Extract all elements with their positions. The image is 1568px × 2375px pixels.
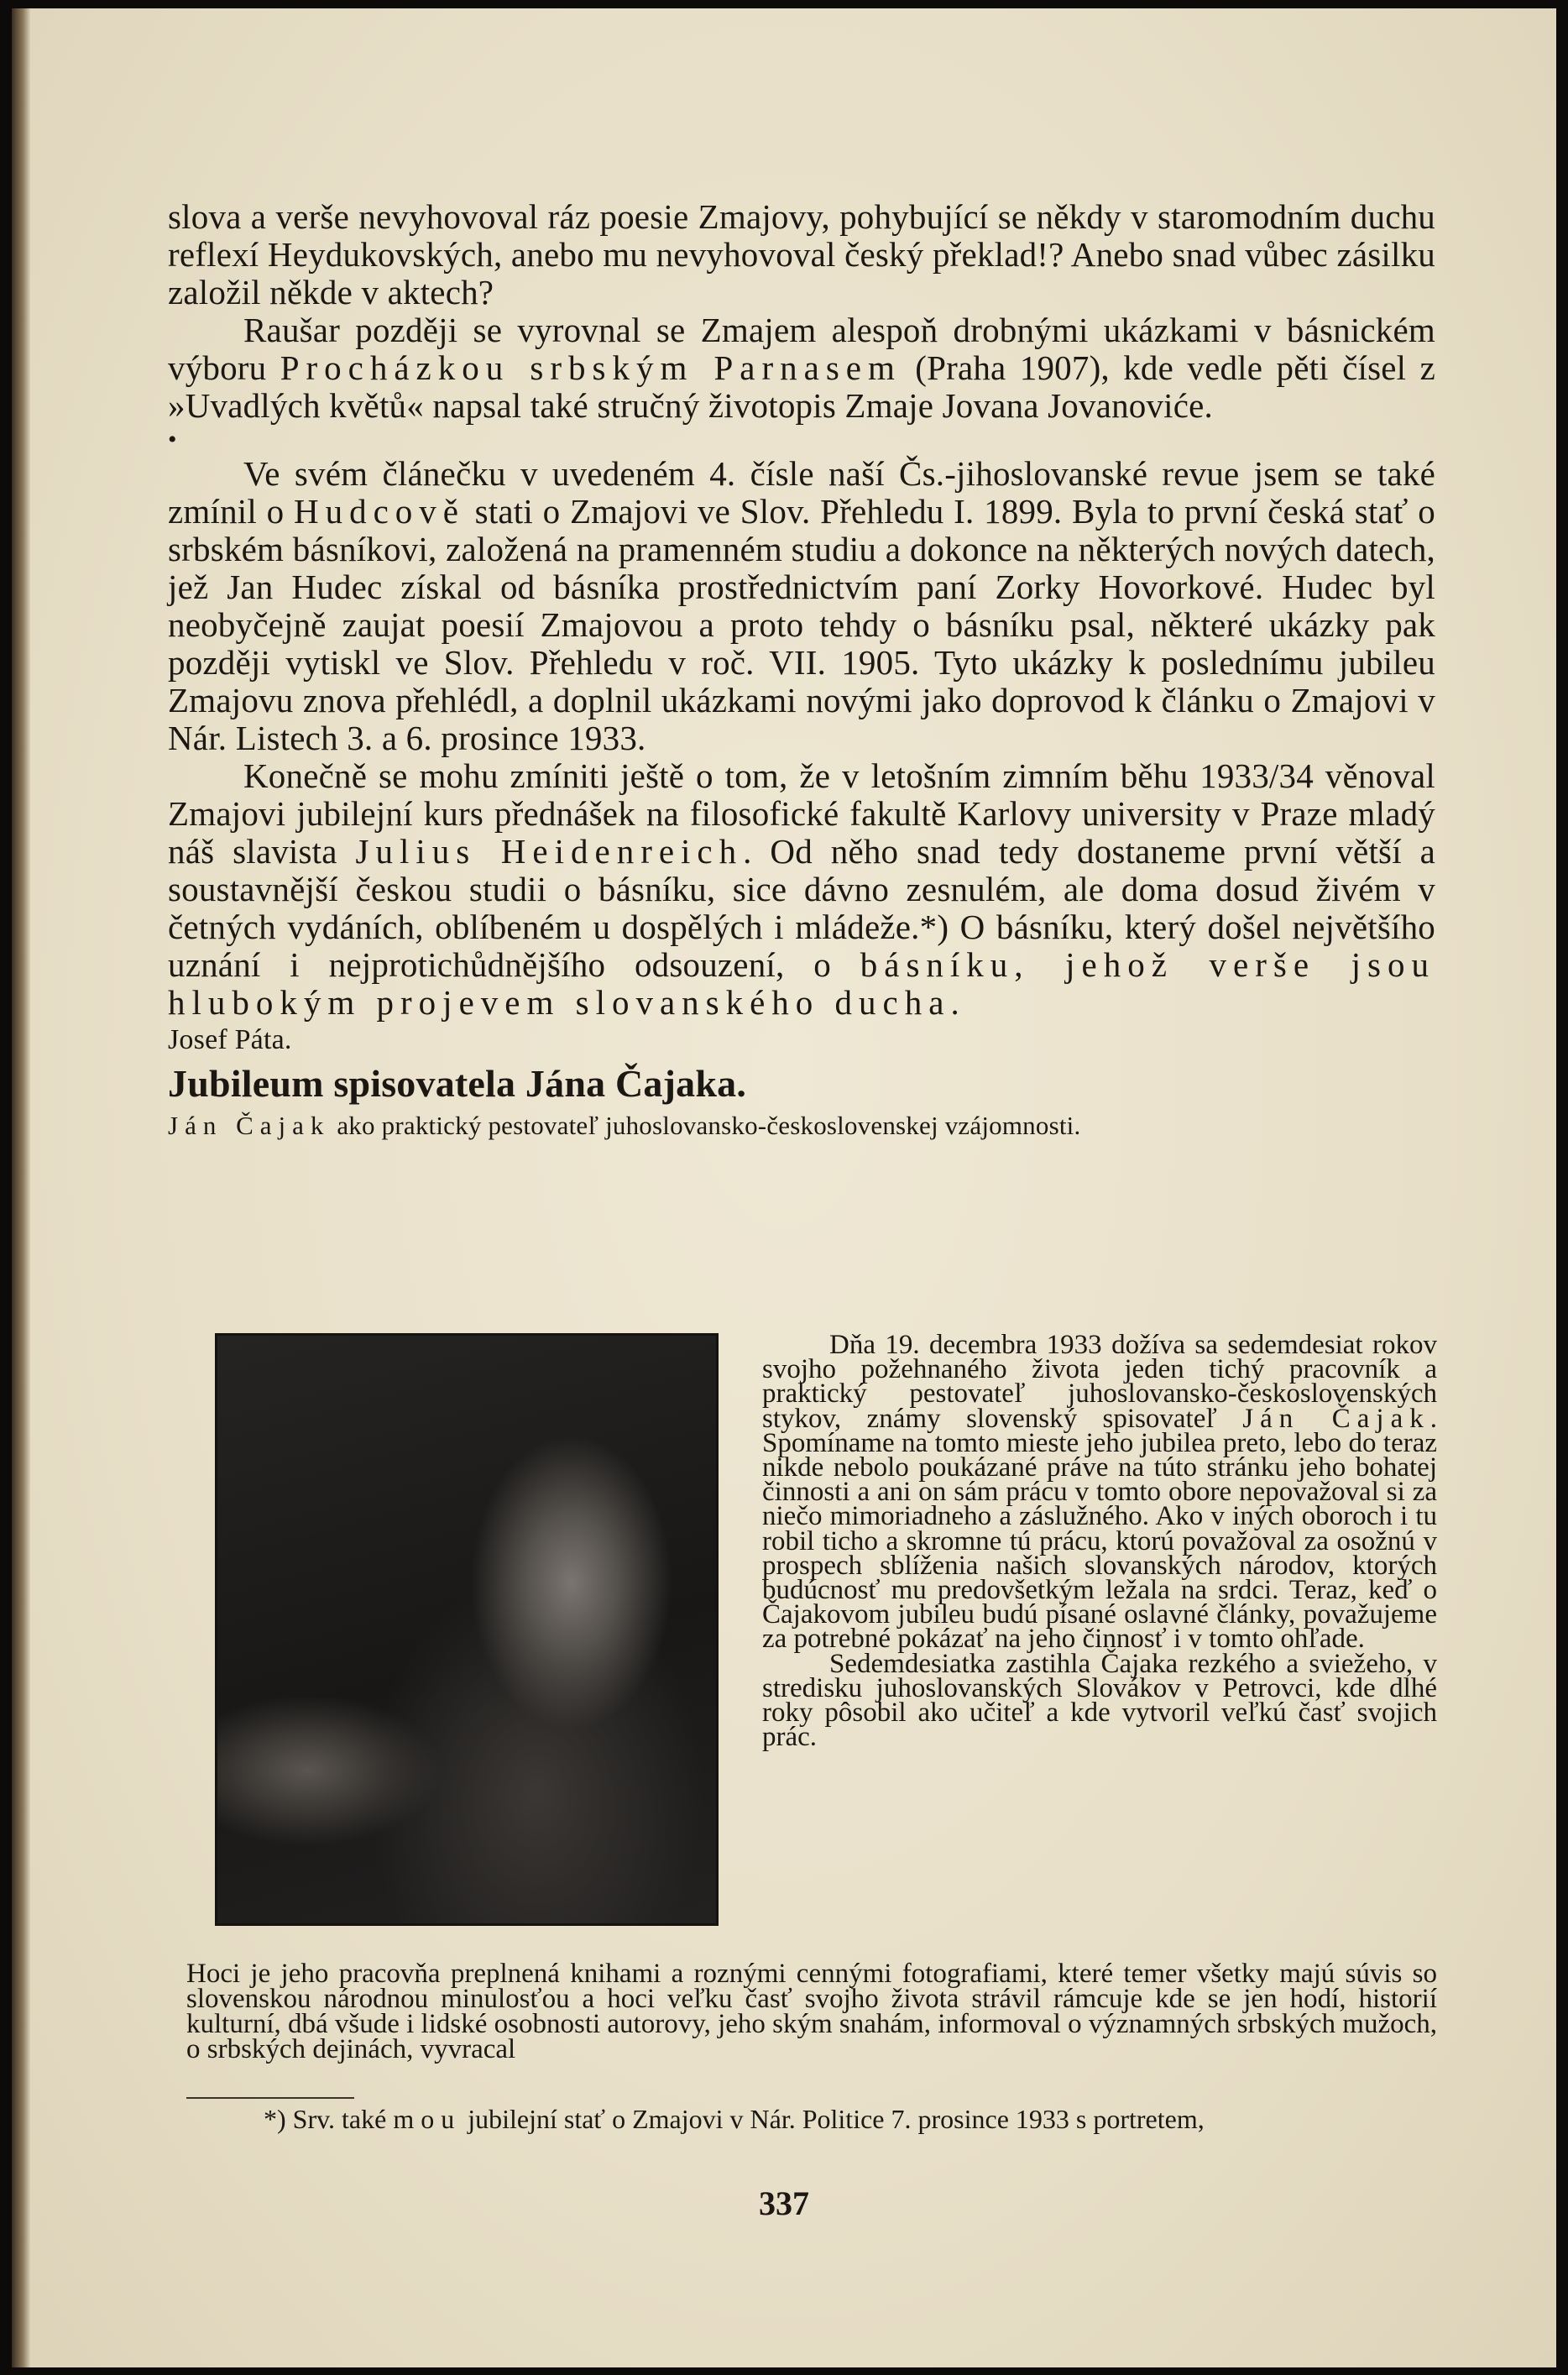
article-subheading: Ján Čajak ako praktický pestovateľ juhoslovansko-československej vzájomnosti. bbox=[168, 1111, 1081, 1140]
footnote-rule bbox=[186, 2097, 354, 2099]
paragraph: Ve svém článečku v uvedeném 4. čísle naší Čs.-jihoslovanské revue jsem se také zmínil o Hudcově stati o Zmajovi ve Slov. Přehledu I. 1899. Byla to první česká stať o srbském básníkovi, založená na pramenném studiu a dokonce na některých nových datech, jež Jan Hudec získal od básníka prostřednictvím paní Zorky Hovorkové. Hudec byl neobyčejně zaujat poesií Zmajovou a proto tehdy o básníku psal, některé ukázky pak později vytiskl ve Slov. Přehledu v roč. VII. 1905. Tyto ukázky k poslednímu jubileu Zmajovu znova přehlédl, a doplnil ukázkami novými jako doprovod k článku o Zmajovi v Nár. Listech 3. a 6. prosince 1933. bbox=[168, 454, 1435, 757]
spaced-name: Hudcově bbox=[293, 492, 465, 531]
page-binding-edge bbox=[12, 8, 30, 2367]
spaced-title: Procházkou srbským Parnasem bbox=[280, 348, 902, 387]
paragraph: Sedemdesiatka zastihla Čajaka rezkého a sviežeho, v stredisku juhoslovanských Slovákov v Petrovci, kde dlhé roky pôsobil ako učiteľ a kde vytvoril veľkú časť svojich prác. bbox=[762, 1648, 1437, 1753]
article-zmaj bbox=[168, 198, 1435, 1143]
paragraph: Hoci je jeho pracovňa preplnená knihami a roznými cennými fotografiami, které temer všetky majú súvis so slovenskou národnou minulosťou a hoci veľku časť svojho života strávil rámcuje kde se jen hodí, historií kulturní, dbá všude i lidské osobnosti autorovy, jeho ským snahám, informoval o významných srbských mužoch, o srbských dejinách, vyvracal bbox=[186, 1959, 1437, 2064]
page-number: 337 bbox=[759, 2184, 809, 2222]
author-signature: Josef Páta. bbox=[168, 1024, 292, 1055]
paragraph: Dňa 19. decembra 1933 dožíva sa sedemdesiat rokov svojho požehnaného života jeden tichý pracovník a praktický pestovateľ juhoslovansko-československých stykov, známy slovenský spisovateľ Ján Čajak. Spomíname na tomto mieste jeho jubilea preto, lebo do teraz nikde nebolo poukázané práve na túto stránku jeho bohatej činnosti a ani on sám prácu v tomto obore nepovažoval si za niečo mimoriadneho a záslužného. Ako v iných oboroch i tu robil ticho a skromne tú prácu, ktorú považoval za osožnú v prospech sblíženia našich slovanských národov, ktorých budúcnosť mu predovšetkým ležala na srdci. Teraz, keď o Čajakovom jubileu budú písané oslavné články, považujeme za potrebné pokázať na jeho činnosť i v tomto ohľade. bbox=[762, 1330, 1437, 1655]
section-separator: • bbox=[168, 426, 177, 453]
article-cajak-column bbox=[762, 1330, 1437, 1753]
article-heading: Jubileum spisovatela Jána Čajaka. bbox=[168, 1062, 747, 1105]
portrait-photo bbox=[215, 1333, 719, 1926]
spaced-name: Julius Heidenreich bbox=[355, 832, 744, 871]
paragraph: slova a verše nevyhovoval ráz poesie Zmajovy, pohybující se někdy v staromodním duchu reflexí Heydukovských, anebo mu nevyhovoval český překlad!? Anebo snad vůbec zásilku založil někde v aktech? bbox=[168, 197, 1435, 311]
paragraph: Konečně se mohu zmíniti ještě o tom, že v letošním zimním běhu 1933/34 věnoval Zmajovi jubilejní kurs přednášek na filosofické fakultě Karlovy university v Praze mladý náš slavista Julius Heidenreich. Od něho snad tedy dostaneme první větší a soustavnější českou studii o básníku, sice dávno zesnulém, ale doma dosud živém v četných vydáních, oblíbeném u dospělých i mládeže.*) O básníku, který došel největšího uznání i nejprotichůdnějšího odsouzení, o básníku, jehož verše jsou hlubokým projevem slovanského ducha. bbox=[168, 756, 1436, 1022]
spaced-emphasis: básníku, jehož verše jsou hlubokým projevem slovanského ducha bbox=[168, 945, 1435, 1022]
article-cajak-continuation bbox=[186, 1961, 1437, 2062]
spaced-name: Ján Čajak bbox=[1242, 1403, 1430, 1434]
footnote: *) Srv. také mou jubilejní stať o Zmajovi v Nár. Politice 7. prosince 1933 s portretem, bbox=[264, 2104, 1205, 2134]
book-page bbox=[12, 8, 1556, 2367]
paragraph: Raušar později se vyrovnal se Zmajem alespoň drobnými ukázkami v básnickém výboru Procházkou srbským Parnasem (Praha 1907), kde vedle pěti čísel z »Uvadlých květů« napsal také stručný životopis Zmaje Jovana Jovanoviće. bbox=[168, 311, 1435, 425]
